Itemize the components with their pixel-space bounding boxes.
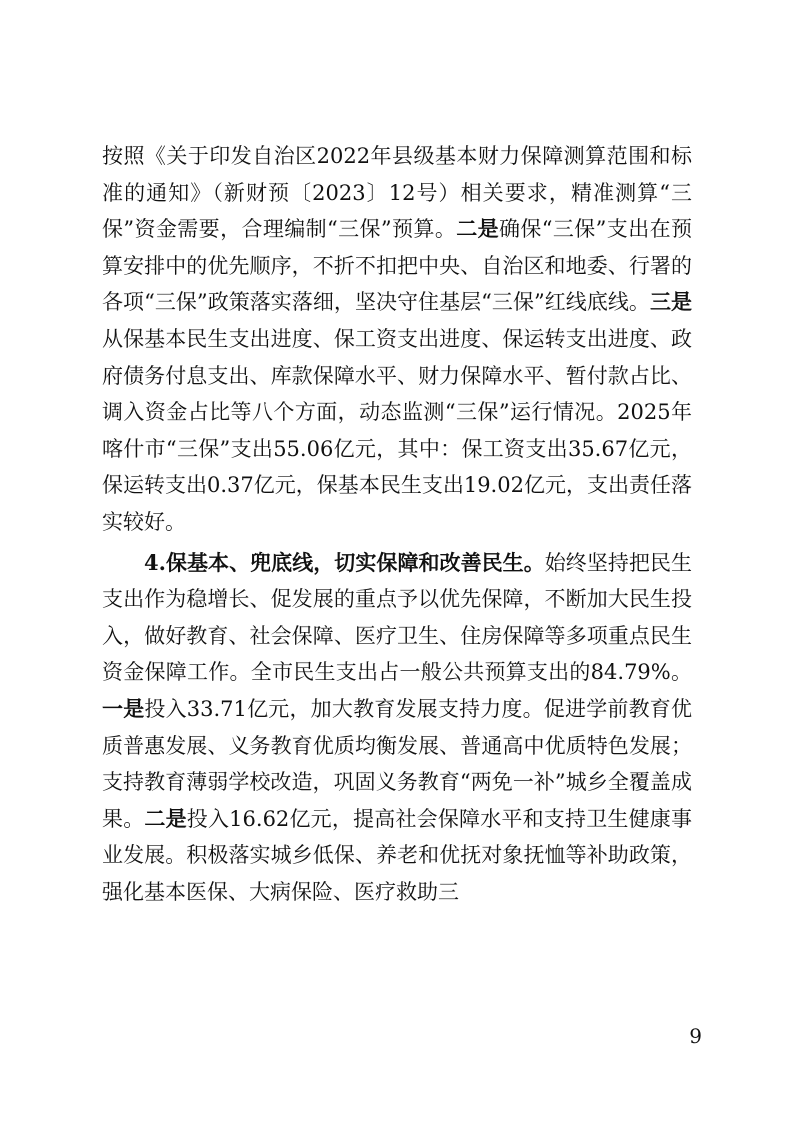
text-run: 投入33.71亿元，加大教育发展支持力度。促进学前教育优质普惠发展、义务教育优质均衡发展、普通高中优质特色发展；支持教育薄弱学校改造，巩固义务教育“两免一补”城乡全覆盖成果。 (102, 696, 692, 831)
section-heading: 4.保基本、兜底线，切实保障和改善民生。 (144, 549, 545, 575)
body-text (102, 138, 692, 910)
text-run: 按照《关于印发自治区2022年县级基本财力保障测算范围和标准的通知》（新财预〔2023〕12号）相关要求，精准测算“三保”资金需要，合理编制“三保”预算。 (102, 144, 692, 242)
paragraph-livelihood (102, 545, 692, 911)
bold-marker-second: 二是 (456, 216, 499, 242)
paragraph-continued (102, 138, 692, 541)
bold-marker-third: 三是 (649, 289, 692, 315)
bold-marker-first: 一是 (102, 695, 145, 721)
text-run: 从保基本民生支出进度、保工资支出进度、保运转支出进度、政府债务付息支出、库款保障水平、财力保障水平、暂付款占比、调入资金占比等八个方面，动态监测“三保”运行情况。2025年喀什市“三保”支出55.06亿元，其中：保工资支出35.67亿元，保运转支出0.37亿元，保基本民生支出19.02亿元，支出责任落实较好。 (102, 326, 692, 534)
page-number: 9 (689, 1024, 702, 1048)
bold-marker-second: 二是 (144, 805, 187, 831)
text-run: 投入16.62亿元，提高社会保障水平和支持卫生健康事业发展。积极落实城乡低保、养老和优抚对象抚恤等补助政策，强化基本医保、大病保险、医疗救助三 (102, 806, 692, 904)
text-run: 始终坚持把民生支出作为稳增长、促发展的重点予以优先保障，不断加大民生投入，做好教育、社会保障、医疗卫生、住房保障等多项重点民生资金保障工作。全市民生支出占一般公共预算支出的84.79%。 (102, 550, 693, 685)
text-run: 确保“三保”支出在预算安排中的优先顺序，不折不扣把中央、自治区和地委、行署的各项“三保”政策落实落细，坚决守住基层“三保”红线底线。 (102, 217, 692, 315)
